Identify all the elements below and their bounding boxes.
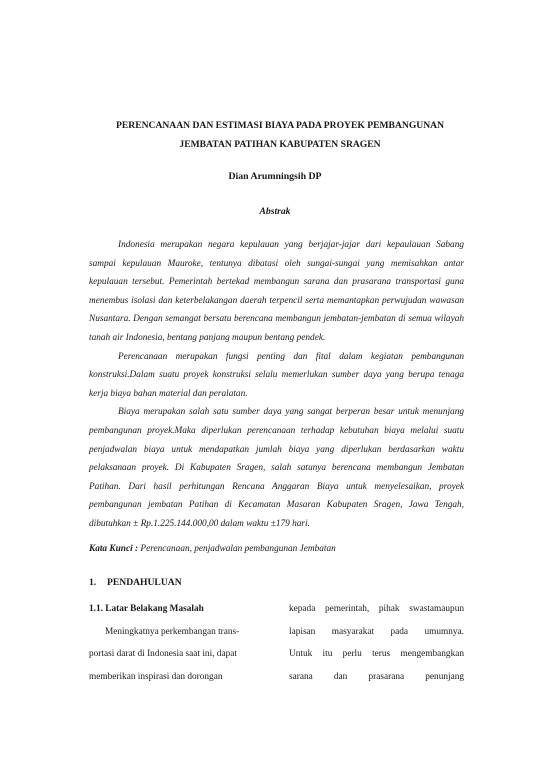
abstract-body <box>89 236 464 534</box>
abstract-paragraph: Perencanaan merupakan fungsi penting dan fital dalam kegiatan pembangunan konstruksi.Dalam suatu proyek konstruksi selalu memerlukan sumber daya yang berupa tenaga kerja biaya bahan material dan peralatan. <box>89 351 464 399</box>
left-column <box>89 598 264 688</box>
keywords-text: Perencanaan, penjadwalan pembangunan Jembatan <box>138 544 336 554</box>
body-line: sarana dan prasarana penunjang <box>289 671 464 682</box>
keywords-label: Kata Kunci : <box>89 544 139 554</box>
right-column <box>289 598 464 688</box>
abstract-heading: Abstrak <box>259 206 291 217</box>
body-line: kepada pemerintah, pihak swastamaupun <box>289 604 464 614</box>
author-name: Dian Arumningsih DP <box>228 171 322 182</box>
body-line: lapisan masyarakat pada umumnya. <box>289 626 464 637</box>
section-number: 1. <box>89 577 97 588</box>
keywords <box>89 542 489 556</box>
paper-title-line-2: JEMBATAN PATIHAN KABUPATEN SRAGEN <box>179 139 381 150</box>
body-paragraph <box>89 621 264 689</box>
abstract-paragraph: Indonesia merupakan negara kepulauan yang berjajar-jajar dari kepaulauan Sabang sampai kepulauan Mauroke, tentunya dibatasi oleh sungai-sungai yang memisahkan antar kepulauan tersebut. Pemerintah bertekad membangun sarana dan prasarana transportasi guna menembus isolasi dan keterbelakangan daerah terpencil serta memantapkan perwujudan wawasan Nusantara. Dengan semangat bersatu berencana membangun jembatan-jembatan di semua wilayah tanah air Indonesia, bentang panjang maupun bentang pendek. <box>89 240 464 343</box>
paper-title-line-1: PERENCANAAN DAN ESTIMASI BIAYA PADA PROYEK PEMBANGUNAN <box>116 120 444 131</box>
body-line: memberikan inspirasi dan dorongan <box>89 671 223 682</box>
section-title: PENDAHULUAN <box>107 577 182 588</box>
abstract-paragraph: Biaya merupakan salah satu sumber daya yang sangat berperan besar untuk menunjang pembangunan proyek.Maka diperlukan perencanaan terhadap kebutuhan biaya melalui suatu penjadwalan biaya untuk mendapatkan jumlah biaya yang diperlukan berdasarkan waktu pelaksanaan proyek. Di Kabupaten Sragen, salah satunya berencana membangun Jembatan Patihan. Dari hasil perhitungan Rencana Anggaran Biaya untuk menyelesaikan, proyek pembangunan jembatan Patihan di Kecamatan Masaran Kabupaten Sragen, Jawa Tengah, dibutuhkan ± Rp.1.225.144.000,00 dalam waktu ±179 hari. <box>89 407 464 529</box>
paper-title <box>90 116 470 154</box>
body-line: portasi darat di Indonesia saat ini, dapat <box>89 649 237 659</box>
body-line: Untuk itu perlu terus mengembangkan <box>289 649 464 659</box>
body-line: Meningkatnya perkembangan trans- <box>105 626 240 637</box>
subsection-heading: 1.1. Latar Belakang Masalah <box>89 604 204 614</box>
section-heading <box>89 577 182 588</box>
